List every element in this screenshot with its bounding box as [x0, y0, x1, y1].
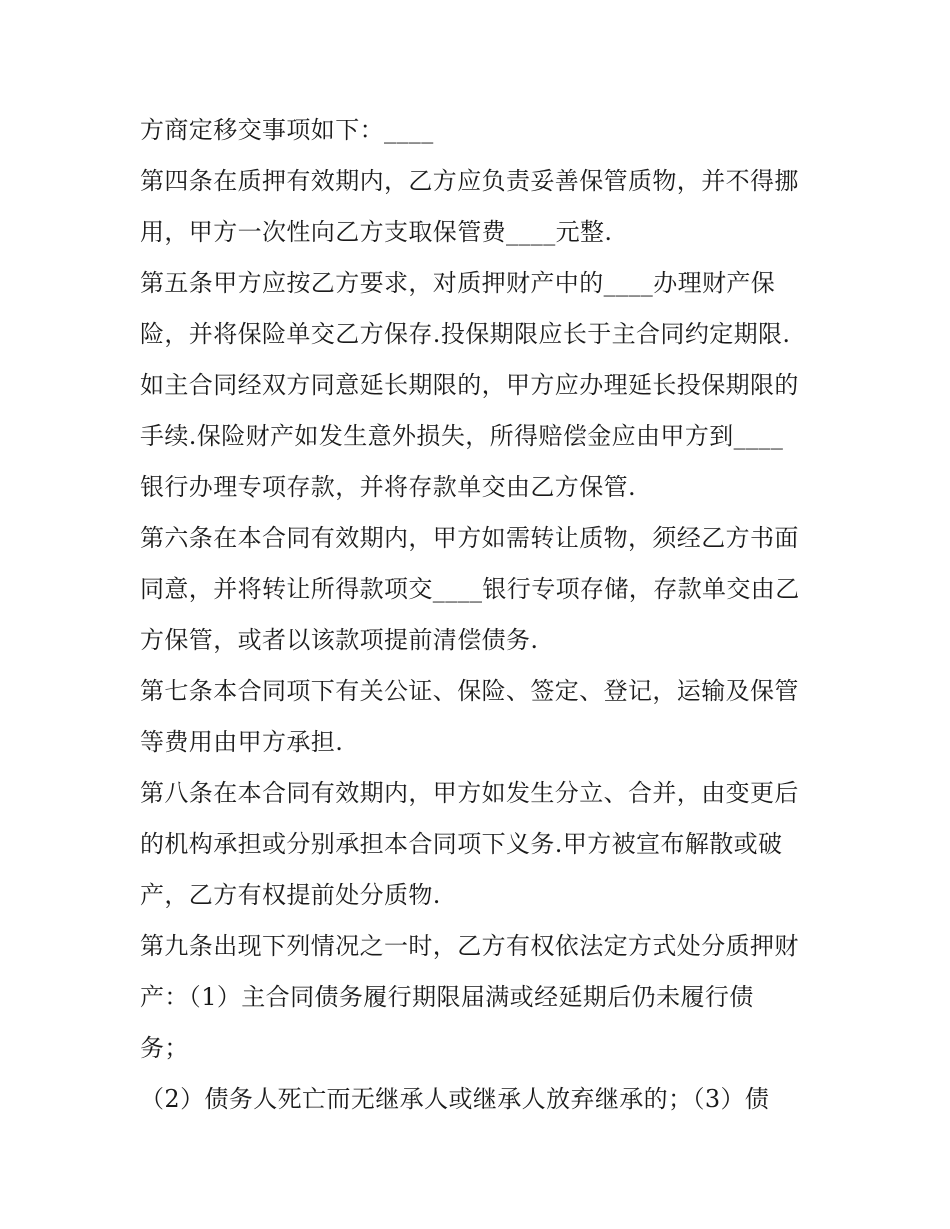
text-line: （2）债务人死亡而无继承人或继承人放弃继承的；（3）债 — [140, 1085, 770, 1113]
text-line: 第九条出现下列情况之一时，乙方有权依法定方式处分质押财 — [140, 932, 799, 960]
text-line: 手续.保险财产如发生意外损失，所得赔偿金应由甲方到____ — [140, 422, 784, 450]
text-line: 第四条在质押有效期内，乙方应负责妥善保管质物，并不得挪 — [140, 167, 799, 195]
text-line: 第八条在本合同有效期内，甲方如发生分立、合并，由变更后 — [140, 779, 799, 807]
text-line: 险，并将保险单交乙方保存.投保期限应长于主合同约定期限. — [140, 320, 791, 348]
text-line: 方保管，或者以该款项提前清偿债务. — [140, 626, 539, 654]
text-line: 第七条本合同项下有关公证、保险、签定、登记，运输及保管 — [140, 677, 799, 705]
text-line: 产，乙方有权提前处分质物. — [140, 881, 441, 909]
text-line: 如主合同经双方同意延长期限的，甲方应办理延长投保期限的 — [140, 371, 799, 399]
text-line: 务； — [140, 1034, 189, 1062]
text-line: 银行办理专项存款，并将存款单交由乙方保管. — [140, 473, 637, 501]
text-line: 的机构承担或分别承担本合同项下义务.甲方被宣布解散或破 — [140, 830, 783, 858]
text-line: 等费用由甲方承担. — [140, 728, 344, 756]
text-line: 方商定移交事项如下：____ — [140, 116, 434, 144]
text-line: 第六条在本合同有效期内，甲方如需转让质物，须经乙方书面 — [140, 524, 799, 552]
text-line: 产：（1）主合同债务履行期限届满或经延期后仍未履行债 — [140, 983, 754, 1011]
text-line: 第五条甲方应按乙方要求，对质押财产中的____办理财产保 — [140, 269, 776, 297]
text-line: 同意，并将转让所得款项交____银行专项存储，存款单交由乙 — [140, 575, 800, 603]
text-line: 用，甲方一次性向乙方支取保管费____元整. — [140, 218, 613, 246]
